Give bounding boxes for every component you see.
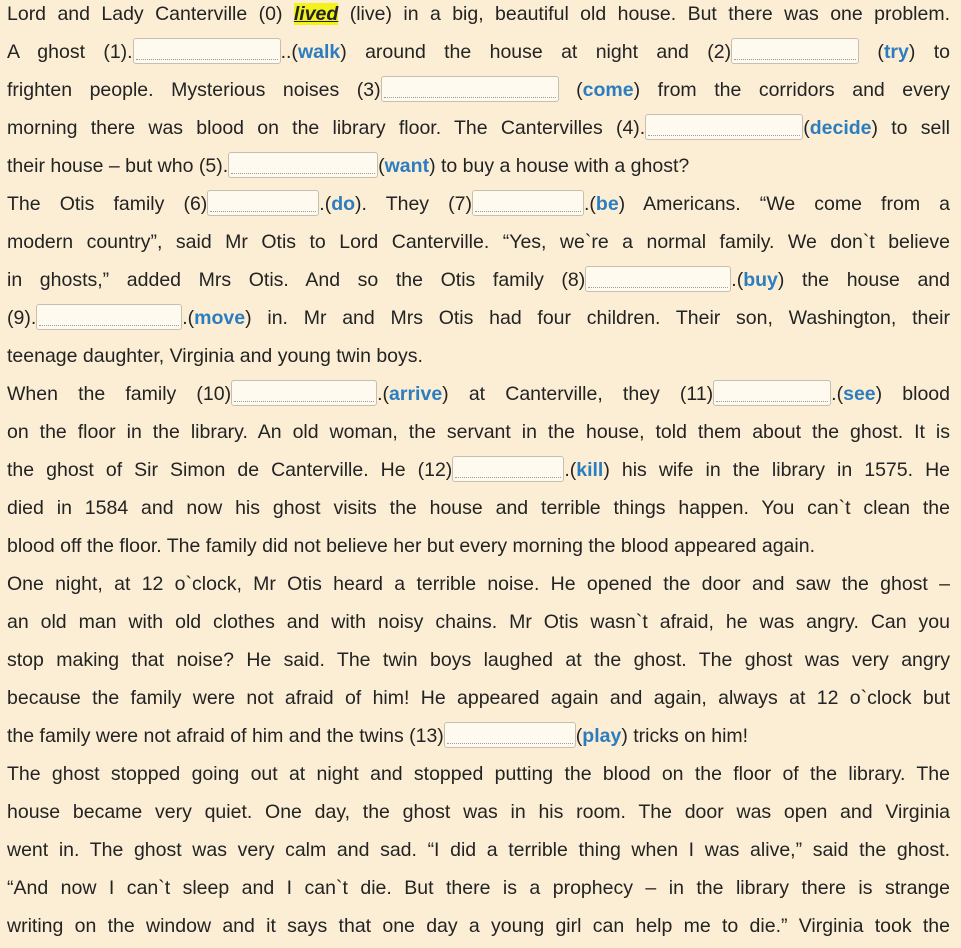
answer-input-4[interactable] xyxy=(645,114,803,140)
text-segment: ) from the corridors and every xyxy=(633,79,950,101)
text-segment: .( xyxy=(319,193,332,215)
text-segment: The Otis family (6) xyxy=(7,193,208,215)
text-line xyxy=(7,641,950,679)
text-segment: ) tricks on him! xyxy=(621,725,749,747)
text-segment: .( xyxy=(583,193,596,215)
text-segment: morning there was blood on the library floor. The Cantervilles (4). xyxy=(7,117,646,139)
text-segment: ) in. Mr and Mrs Otis had four children. Their son, Washington, their xyxy=(245,307,950,329)
verb-hint: arrive xyxy=(389,383,443,405)
text-segment: the family were not afraid of him and the twins (13) xyxy=(7,725,444,747)
text-segment: stop making that noise? He said. The twin boys laughed at the ghost. The ghost was very angry xyxy=(7,649,950,671)
exercise-text xyxy=(7,0,950,945)
text-line xyxy=(7,33,950,71)
text-segment: ). They (7) xyxy=(355,193,472,215)
text-segment: on the floor in the library. An old woman, the servant in the house, told them about the ghost. It is xyxy=(7,421,950,443)
text-line xyxy=(7,527,950,565)
text-segment: ( xyxy=(378,155,385,177)
text-line xyxy=(7,185,950,223)
verb-hint: see xyxy=(843,383,876,405)
text-segment: (9). xyxy=(7,307,37,329)
answer-input-12[interactable] xyxy=(452,456,564,482)
text-segment: When the family (10) xyxy=(7,383,232,405)
text-segment: writing on the window and it says that one day a young girl can help me to die.” Virginia took the xyxy=(7,915,950,937)
text-line xyxy=(7,71,950,109)
text-segment: in ghosts,” added Mrs Otis. And so the Otis family (8) xyxy=(7,269,586,291)
text-line xyxy=(7,299,950,337)
answer-input-1[interactable] xyxy=(133,38,281,64)
text-line xyxy=(7,413,950,451)
text-segment: ) around the house at night and (2) xyxy=(340,41,732,63)
text-line xyxy=(7,489,950,527)
text-segment: ( xyxy=(558,79,583,101)
verb-hint: buy xyxy=(743,269,778,291)
answer-input-8[interactable] xyxy=(585,266,731,292)
text-segment: teenage daughter, Virginia and young twin boys. xyxy=(7,345,423,367)
text-segment: ) to sell xyxy=(871,117,950,139)
text-segment: because the family were not afraid of him! He appeared again and again, always at 12 o`clock but xyxy=(7,687,950,709)
text-line xyxy=(7,755,950,793)
text-line xyxy=(7,147,950,185)
text-segment: the ghost of Sir Simon de Canterville. He (12) xyxy=(7,459,453,481)
answer-input-2[interactable] xyxy=(731,38,859,64)
text-segment: .( xyxy=(731,269,744,291)
text-segment: ) his wife in the library in 1575. He xyxy=(603,459,951,481)
text-segment: ( xyxy=(575,725,583,747)
text-line xyxy=(7,869,950,907)
text-line xyxy=(7,109,950,147)
text-segment: died in 1584 and now his ghost visits the house and terrible things happen. You can`t clean the xyxy=(7,497,950,519)
text-segment: ) Americans. “We come from a xyxy=(618,193,950,215)
verb-hint: try xyxy=(883,41,909,63)
text-segment: A ghost (1). xyxy=(7,41,133,63)
verb-hint: want xyxy=(384,155,430,177)
text-segment: ) at Canterville, they (11) xyxy=(442,383,714,405)
text-line xyxy=(7,261,950,299)
text-segment: blood off the floor. The family did not believe her but every morning the blood appeared again. xyxy=(7,535,815,557)
verb-hint: decide xyxy=(809,117,872,139)
verb-hint: play xyxy=(582,725,622,747)
text-line xyxy=(7,375,950,413)
verb-hint: do xyxy=(331,193,356,215)
text-line xyxy=(7,223,950,261)
text-segment: .( xyxy=(564,459,577,481)
answer-input-6[interactable] xyxy=(207,190,319,216)
text-segment: ) to buy a house with a ghost? xyxy=(429,155,690,177)
text-segment: ..( xyxy=(280,41,298,63)
verb-hint: kill xyxy=(576,459,604,481)
answer-input-11[interactable] xyxy=(713,380,831,406)
text-segment: .( xyxy=(182,307,195,329)
text-segment: modern country”, said Mr Otis to Lord Canterville. “Yes, we`re a normal family. We don`t believe xyxy=(7,231,950,253)
text-line xyxy=(7,907,950,945)
text-segment: ) the house and xyxy=(777,269,950,291)
text-line xyxy=(7,793,950,831)
answer-input-13[interactable] xyxy=(444,722,576,748)
answer-input-3[interactable] xyxy=(381,76,559,102)
text-segment: ) to xyxy=(908,41,950,63)
text-line xyxy=(7,337,950,375)
text-line xyxy=(7,717,950,755)
verb-hint: come xyxy=(582,79,634,101)
text-segment: ( xyxy=(859,41,884,63)
text-segment: their house – but who (5). xyxy=(7,155,229,177)
text-segment: went in. The ghost was very calm and sad. “I did a terrible thing when I was alive,” said the ghost. xyxy=(7,839,950,861)
text-line xyxy=(7,451,950,489)
answer-input-7[interactable] xyxy=(472,190,584,216)
answer-input-10[interactable] xyxy=(231,380,377,406)
text-segment: Lord and Lady Canterville (0) xyxy=(7,3,294,25)
text-segment: “And now I can`t sleep and I can`t die. But there is a prophecy – in the library there is strange xyxy=(7,877,950,899)
text-segment: frighten people. Mysterious noises (3) xyxy=(7,79,381,101)
text-segment: .( xyxy=(831,383,844,405)
text-segment: an old man with old clothes and with noisy chains. Mr Otis wasn`t afraid, he was angry. Can you xyxy=(7,611,950,633)
text-segment: ) blood xyxy=(875,383,950,405)
text-segment: house became very quiet. One day, the ghost was in his room. The door was open and Virginia xyxy=(7,801,950,823)
text-line xyxy=(7,679,950,717)
answer-input-9[interactable] xyxy=(36,304,182,330)
text-segment: .( xyxy=(377,383,390,405)
text-segment: ( xyxy=(803,117,810,139)
text-segment: (live) in a big, beautiful old house. But there was one problem. xyxy=(338,3,951,25)
verb-hint: move xyxy=(194,307,246,329)
verb-hint: be xyxy=(595,193,619,215)
answer-input-5[interactable] xyxy=(228,152,378,178)
text-line xyxy=(7,565,950,603)
text-segment: One night, at 12 o`clock, Mr Otis heard a terrible noise. He opened the door and saw the ghost – xyxy=(7,573,950,595)
text-line xyxy=(7,603,950,641)
text-line xyxy=(7,831,950,869)
verb-hint: walk xyxy=(297,41,341,63)
example-answer: lived xyxy=(293,3,339,25)
text-segment: The ghost stopped going out at night and stopped putting the blood on the floor of the library. The xyxy=(7,763,950,785)
text-line xyxy=(7,0,950,33)
